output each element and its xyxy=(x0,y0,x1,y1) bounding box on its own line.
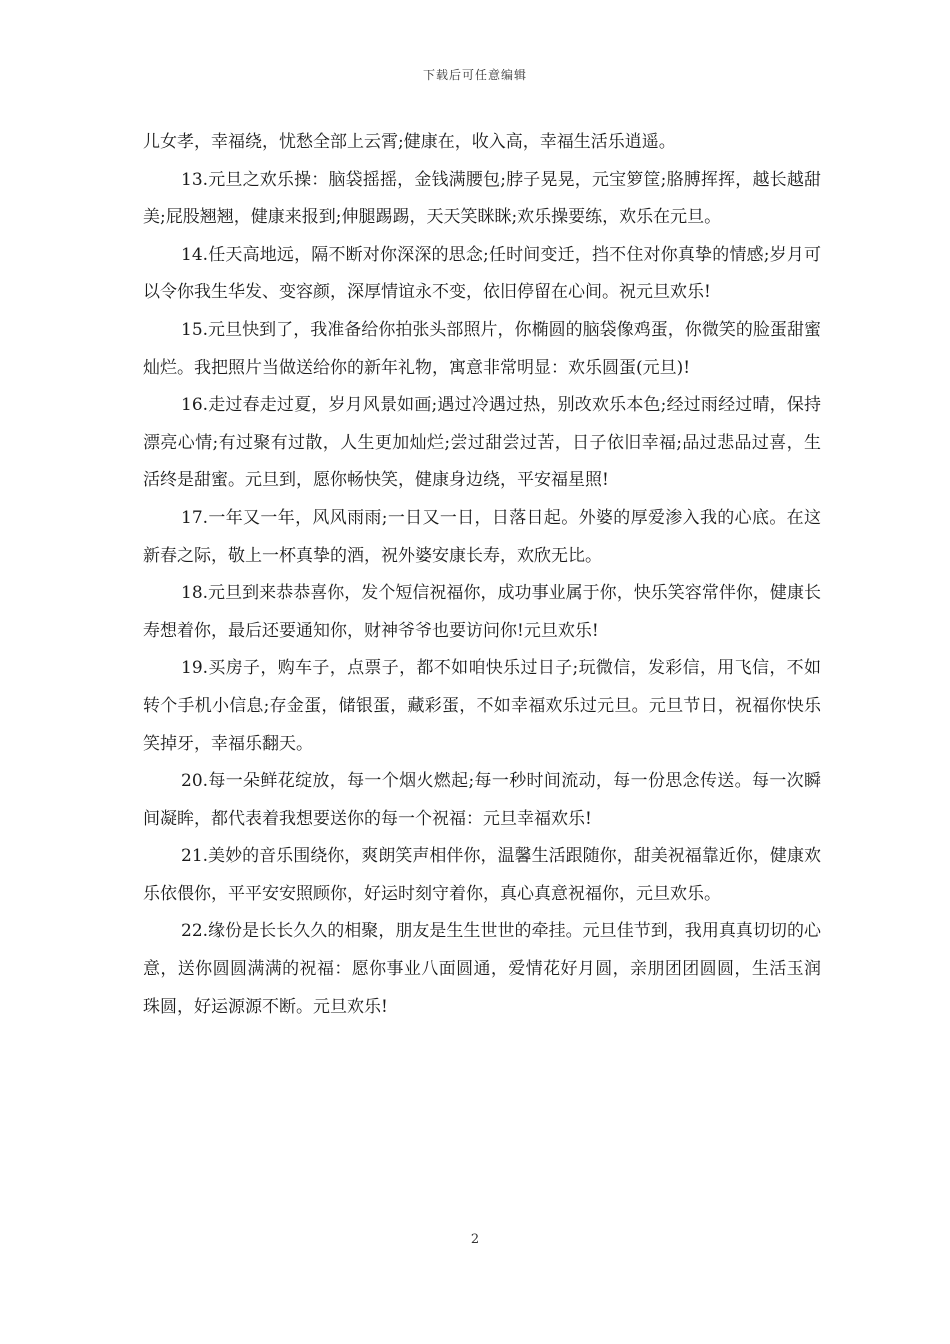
paragraph-19: 19.买房子，购车子，点票子，都不如咱快乐过日子;玩微信，发彩信，用飞信，不如转个手机小信息;存金蛋，储银蛋，藏彩蛋，不如幸福欢乐过元旦。元旦节日，祝福你快乐笑掉牙，幸福乐翻天。 xyxy=(143,658,821,754)
page-number: 2 xyxy=(470,1232,480,1247)
paragraph-continuation: 儿女孝，幸福绕，忧愁全部上云霄;健康在，收入高，幸福生活乐逍遥。 xyxy=(143,132,676,152)
paragraph-20: 20.每一朵鲜花绽放，每一个烟火燃起;每一秒时间流动，每一份思念传送。每一次瞬间凝眸，都代表着我想要送你的每一个祝福：元旦幸福欢乐! xyxy=(143,771,821,829)
paragraph-21: 21.美妙的音乐围绕你，爽朗笑声相伴你，温馨生活跟随你，甜美祝福靠近你，健康欢乐依偎你，平平安安照顾你，好运时刻守着你，真心真意祝福你，元旦欢乐。 xyxy=(143,846,821,904)
paragraph-17: 17.一年又一年，风风雨雨;一日又一日，日落日起。外婆的厚爱渗入我的心底。在这新春之际，敬上一杯真挚的酒，祝外婆安康长寿，欢欣无比。 xyxy=(143,507,821,566)
page-header: 下载后可任意编辑 xyxy=(422,68,527,82)
document-body xyxy=(143,124,821,1026)
paragraph-18: 18.元旦到来恭恭喜你，发个短信祝福你，成功事业属于你，快乐笑容常伴你，健康长寿想着你，最后还要通知你，财神爷爷也要访问你!元旦欢乐! xyxy=(143,583,821,641)
paragraph-15: 15.元旦快到了，我准备给你拍张头部照片，你椭圆的脑袋像鸡蛋，你微笑的脸蛋甜蜜灿烂。我把照片当做送给你的新年礼物，寓意非常明显：欢乐圆蛋(元旦)! xyxy=(143,319,821,378)
paragraph-16: 16.走过春走过夏，岁月风景如画;遇过冷遇过热，别改欢乐本色;经过雨经过晴，保持漂亮心情;有过聚有过散，人生更加灿烂;尝过甜尝过苦，日子依旧幸福;品过悲品过喜，生活终是甜蜜。元旦到，愿你畅快笑，健康身边绕，平安福星照! xyxy=(143,395,821,491)
paragraph-13: 13.元旦之欢乐操：脑袋摇摇，金钱满腰包;脖子晃晃，元宝箩筐;胳膊挥挥，越长越甜美;屁股翘翘，健康来报到;伸腿踢踢，天天笑眯眯;欢乐操要练，欢乐在元旦。 xyxy=(143,169,821,228)
paragraph-14: 14.任天高地远，隔不断对你深深的思念;任时间变迁，挡不住对你真挚的情感;岁月可以令你我生华发、变容颜，深厚情谊永不变，依旧停留在心间。祝元旦欢乐! xyxy=(143,244,821,303)
paragraph-22: 22.缘份是长长久久的相聚，朋友是生生世世的牵挂。元旦佳节到，我用真真切切的心意，送你圆圆满满的祝福：愿你事业八面圆通，爱情花好月圆，亲朋团团圆圆，生活玉润珠圆，好运源源不断。元旦欢乐! xyxy=(143,921,821,1017)
